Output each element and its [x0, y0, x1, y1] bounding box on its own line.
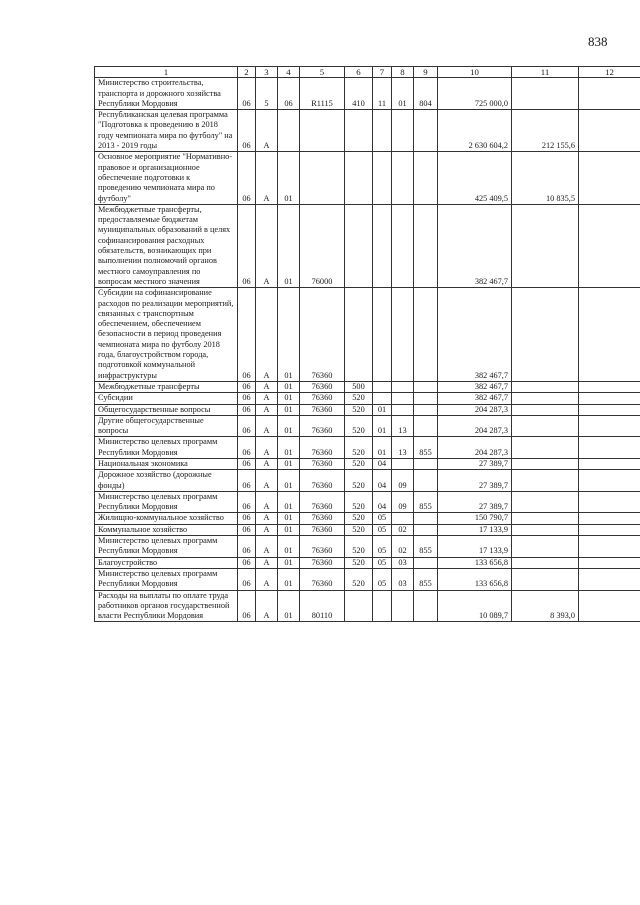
row-cell-col-4: 01: [278, 415, 300, 437]
row-cell-col-8: [392, 393, 414, 404]
row-cell-col-3: А: [256, 568, 278, 590]
row-cell-col-10: 725 000,0: [438, 78, 512, 110]
row-cell-col-11: [512, 524, 579, 535]
row-cell-col-3: А: [256, 393, 278, 404]
row-name-cell: Другие общегосударственные вопросы: [95, 415, 238, 437]
row-cell-col-7: 04: [373, 491, 392, 513]
column-header: 5: [300, 67, 345, 78]
row-cell-col-10: 133 656,8: [438, 557, 512, 568]
row-cell-col-7: 01: [373, 415, 392, 437]
row-cell-col-11: [512, 470, 579, 492]
row-cell-col-5: [300, 110, 345, 152]
row-cell-col-3: А: [256, 524, 278, 535]
table-row: [95, 415, 640, 437]
row-cell-col-9: [414, 381, 438, 392]
column-header: 8: [392, 67, 414, 78]
row-cell-col-9: [414, 404, 438, 415]
row-cell-col-7: 11: [373, 78, 392, 110]
row-cell-col-9: 855: [414, 437, 438, 459]
row-cell-col-5: 76360: [300, 415, 345, 437]
row-cell-col-8: 03: [392, 568, 414, 590]
row-cell-col-6: 520: [345, 524, 373, 535]
row-name-cell: Жилищно-коммунальное хозяйство: [95, 513, 238, 524]
column-header: 2: [238, 67, 256, 78]
row-cell-col-3: А: [256, 204, 278, 287]
row-cell-col-3: А: [256, 437, 278, 459]
row-cell-col-3: 5: [256, 78, 278, 110]
row-cell-col-10: 382 467,7: [438, 288, 512, 382]
row-cell-col-6: 520: [345, 491, 373, 513]
row-cell-col-3: А: [256, 491, 278, 513]
table-row: [95, 536, 640, 558]
row-cell-col-12: [579, 393, 640, 404]
row-cell-col-4: 01: [278, 590, 300, 622]
row-cell-col-4: 01: [278, 288, 300, 382]
row-cell-col-6: [345, 590, 373, 622]
row-cell-col-9: [414, 288, 438, 382]
row-cell-col-6: 520: [345, 393, 373, 404]
row-cell-col-5: 76000: [300, 204, 345, 287]
row-cell-col-6: [345, 288, 373, 382]
row-cell-col-6: 520: [345, 557, 373, 568]
row-cell-col-12: [579, 404, 640, 415]
row-cell-col-3: А: [256, 513, 278, 524]
row-cell-col-9: [414, 458, 438, 469]
column-header: 3: [256, 67, 278, 78]
row-cell-col-5: 76360: [300, 458, 345, 469]
row-cell-col-7: [373, 590, 392, 622]
table-row: [95, 557, 640, 568]
row-cell-col-5: [300, 152, 345, 204]
row-cell-col-8: 13: [392, 415, 414, 437]
row-name-cell: Коммунальное хозяйство: [95, 524, 238, 535]
row-cell-col-6: 520: [345, 404, 373, 415]
row-cell-col-12: [579, 590, 640, 622]
row-cell-col-8: [392, 152, 414, 204]
row-cell-col-8: [392, 404, 414, 415]
row-cell-col-4: 01: [278, 568, 300, 590]
row-cell-col-4: 01: [278, 393, 300, 404]
row-cell-col-5: 76360: [300, 524, 345, 535]
row-cell-col-7: 05: [373, 524, 392, 535]
table-row: [95, 491, 640, 513]
row-name-cell: Общегосударственные вопросы: [95, 404, 238, 415]
row-cell-col-6: [345, 110, 373, 152]
row-cell-col-8: [392, 381, 414, 392]
row-cell-col-7: 05: [373, 513, 392, 524]
column-header: 7: [373, 67, 392, 78]
row-cell-col-5: 76360: [300, 381, 345, 392]
table-row: [95, 568, 640, 590]
row-cell-col-9: 855: [414, 568, 438, 590]
row-cell-col-5: 76360: [300, 536, 345, 558]
row-cell-col-5: 76360: [300, 491, 345, 513]
row-cell-col-5: 76360: [300, 404, 345, 415]
row-cell-col-10: 382 467,7: [438, 393, 512, 404]
row-cell-col-12: [579, 381, 640, 392]
row-cell-col-6: 520: [345, 536, 373, 558]
table-row: [95, 393, 640, 404]
row-cell-col-8: 09: [392, 491, 414, 513]
row-cell-col-2: 06: [238, 152, 256, 204]
row-cell-col-11: [512, 437, 579, 459]
row-cell-col-3: А: [256, 590, 278, 622]
row-cell-col-8: 01: [392, 78, 414, 110]
row-cell-col-8: 02: [392, 536, 414, 558]
row-cell-col-9: [414, 513, 438, 524]
table-header-row: [95, 67, 640, 78]
row-cell-col-7: [373, 152, 392, 204]
row-cell-col-3: А: [256, 381, 278, 392]
row-cell-col-2: 06: [238, 524, 256, 535]
row-cell-col-6: [345, 204, 373, 287]
row-cell-col-5: 76360: [300, 288, 345, 382]
row-cell-col-9: [414, 415, 438, 437]
table-row: [95, 152, 640, 204]
row-name-cell: Расходы на выплаты по оплате труда работников органов государственной власти Республики Мордовия: [95, 590, 238, 622]
row-cell-col-6: 500: [345, 381, 373, 392]
row-cell-col-11: [512, 557, 579, 568]
row-cell-col-12: [579, 524, 640, 535]
row-cell-col-2: 06: [238, 590, 256, 622]
row-cell-col-9: [414, 470, 438, 492]
row-name-cell: Дорожное хозяйство (дорожные фонды): [95, 470, 238, 492]
row-cell-col-6: 520: [345, 470, 373, 492]
row-cell-col-6: 520: [345, 458, 373, 469]
row-cell-col-11: [512, 204, 579, 287]
table-row: [95, 470, 640, 492]
row-cell-col-11: [512, 78, 579, 110]
row-cell-col-2: 06: [238, 536, 256, 558]
row-cell-col-2: 06: [238, 491, 256, 513]
row-cell-col-10: 2 630 604,2: [438, 110, 512, 152]
column-header: 11: [512, 67, 579, 78]
row-cell-col-5: 80110: [300, 590, 345, 622]
row-cell-col-2: 06: [238, 415, 256, 437]
row-name-cell: Основное мероприятие "Нормативно-правовое и организационное обеспечение подготовки к проведению чемпионата мира по футболу": [95, 152, 238, 204]
row-cell-col-4: 01: [278, 152, 300, 204]
table-row: [95, 458, 640, 469]
row-name-cell: Межбюджетные трансферты, предоставляемые бюджетам муниципальных образований в целях софинансирования расходных обязательств, возникающих при выполнении полномочий органов местного самоуправления по вопросам местного значения: [95, 204, 238, 287]
row-cell-col-8: 02: [392, 524, 414, 535]
row-cell-col-11: 212 155,6: [512, 110, 579, 152]
row-name-cell: Министерство целевых программ Республики Мордовия: [95, 491, 238, 513]
row-cell-col-2: 06: [238, 437, 256, 459]
row-cell-col-3: А: [256, 288, 278, 382]
row-cell-col-10: 204 287,3: [438, 437, 512, 459]
row-cell-col-10: 17 133,9: [438, 524, 512, 535]
row-cell-col-4: 01: [278, 458, 300, 469]
row-cell-col-2: 06: [238, 404, 256, 415]
row-cell-col-10: 150 790,7: [438, 513, 512, 524]
row-cell-col-9: [414, 590, 438, 622]
table-row: [95, 78, 640, 110]
row-cell-col-8: [392, 458, 414, 469]
row-cell-col-3: А: [256, 152, 278, 204]
row-cell-col-6: [345, 152, 373, 204]
table-row: [95, 204, 640, 287]
column-header: 10: [438, 67, 512, 78]
row-cell-col-2: 06: [238, 470, 256, 492]
row-cell-col-10: 425 409,5: [438, 152, 512, 204]
column-header: 9: [414, 67, 438, 78]
row-cell-col-12: [579, 204, 640, 287]
row-cell-col-6: 410: [345, 78, 373, 110]
row-cell-col-4: 01: [278, 404, 300, 415]
row-cell-col-2: 06: [238, 78, 256, 110]
row-cell-col-12: [579, 110, 640, 152]
column-header: 12: [579, 67, 640, 78]
row-cell-col-2: 06: [238, 568, 256, 590]
row-cell-col-11: [512, 491, 579, 513]
table-row: [95, 590, 640, 622]
row-cell-col-10: 204 287,3: [438, 404, 512, 415]
row-cell-col-4: 01: [278, 536, 300, 558]
row-cell-col-2: 06: [238, 557, 256, 568]
row-cell-col-4: 01: [278, 204, 300, 287]
table-row: [95, 381, 640, 392]
row-cell-col-10: 27 389,7: [438, 458, 512, 469]
row-cell-col-8: 13: [392, 437, 414, 459]
row-cell-col-10: 27 389,7: [438, 470, 512, 492]
row-cell-col-5: 76360: [300, 513, 345, 524]
row-cell-col-3: А: [256, 458, 278, 469]
row-cell-col-4: 01: [278, 437, 300, 459]
table-row: [95, 524, 640, 535]
row-cell-col-8: [392, 288, 414, 382]
row-cell-col-9: [414, 152, 438, 204]
row-cell-col-4: 06: [278, 78, 300, 110]
column-header: 1: [95, 67, 238, 78]
row-cell-col-7: 05: [373, 557, 392, 568]
row-cell-col-11: [512, 458, 579, 469]
row-name-cell: Межбюджетные трансферты: [95, 381, 238, 392]
row-cell-col-11: [512, 404, 579, 415]
row-cell-col-11: [512, 288, 579, 382]
row-cell-col-8: [392, 204, 414, 287]
row-cell-col-9: [414, 204, 438, 287]
row-cell-col-8: [392, 110, 414, 152]
row-cell-col-10: 133 656,8: [438, 568, 512, 590]
row-cell-col-2: 06: [238, 513, 256, 524]
row-name-cell: Министерство целевых программ Республики Мордовия: [95, 437, 238, 459]
row-cell-col-10: 382 467,7: [438, 204, 512, 287]
row-cell-col-2: 06: [238, 393, 256, 404]
row-cell-col-8: 09: [392, 470, 414, 492]
row-cell-col-12: [579, 458, 640, 469]
row-cell-col-2: 06: [238, 110, 256, 152]
row-cell-col-10: 10 089,7: [438, 590, 512, 622]
row-cell-col-12: [579, 78, 640, 110]
row-cell-col-9: [414, 110, 438, 152]
row-cell-col-7: 04: [373, 458, 392, 469]
row-cell-col-12: [579, 536, 640, 558]
row-cell-col-12: [579, 491, 640, 513]
table-row: [95, 288, 640, 382]
row-cell-col-11: 8 393,0: [512, 590, 579, 622]
table-row: [95, 513, 640, 524]
row-cell-col-5: 76360: [300, 393, 345, 404]
row-cell-col-5: 76360: [300, 557, 345, 568]
row-name-cell: Субсидии: [95, 393, 238, 404]
row-cell-col-11: [512, 513, 579, 524]
table-row: [95, 437, 640, 459]
row-name-cell: Министерство строительства, транспорта и дорожного хозяйства Республики Мордовия: [95, 78, 238, 110]
row-cell-col-9: 804: [414, 78, 438, 110]
row-cell-col-3: А: [256, 470, 278, 492]
row-cell-col-6: 520: [345, 513, 373, 524]
row-cell-col-3: А: [256, 557, 278, 568]
row-cell-col-12: [579, 557, 640, 568]
row-cell-col-5: R1115: [300, 78, 345, 110]
row-cell-col-10: 27 389,7: [438, 491, 512, 513]
row-cell-col-7: [373, 110, 392, 152]
row-cell-col-8: [392, 590, 414, 622]
row-name-cell: Министерство целевых программ Республики Мордовия: [95, 536, 238, 558]
row-cell-col-3: А: [256, 404, 278, 415]
row-cell-col-7: 05: [373, 536, 392, 558]
row-cell-col-4: 01: [278, 381, 300, 392]
row-cell-col-7: [373, 393, 392, 404]
row-cell-col-9: [414, 393, 438, 404]
row-cell-col-6: 520: [345, 437, 373, 459]
column-header: 6: [345, 67, 373, 78]
row-cell-col-9: [414, 557, 438, 568]
row-cell-col-12: [579, 288, 640, 382]
column-header: 4: [278, 67, 300, 78]
row-cell-col-12: [579, 470, 640, 492]
row-cell-col-11: [512, 536, 579, 558]
row-cell-col-11: [512, 568, 579, 590]
row-cell-col-5: 76360: [300, 470, 345, 492]
row-cell-col-2: 06: [238, 381, 256, 392]
row-cell-col-2: 06: [238, 458, 256, 469]
row-cell-col-12: [579, 513, 640, 524]
row-cell-col-7: 05: [373, 568, 392, 590]
table-row: [95, 404, 640, 415]
row-cell-col-7: [373, 381, 392, 392]
row-cell-col-12: [579, 152, 640, 204]
row-name-cell: Национальная экономика: [95, 458, 238, 469]
row-cell-col-4: 01: [278, 557, 300, 568]
row-cell-col-11: [512, 415, 579, 437]
row-cell-col-9: [414, 524, 438, 535]
row-cell-col-7: 04: [373, 470, 392, 492]
row-cell-col-7: [373, 204, 392, 287]
row-cell-col-7: 01: [373, 437, 392, 459]
row-cell-col-6: 520: [345, 415, 373, 437]
row-cell-col-12: [579, 415, 640, 437]
row-cell-col-9: 855: [414, 536, 438, 558]
budget-table: [94, 66, 640, 622]
row-cell-col-5: 76360: [300, 568, 345, 590]
row-cell-col-11: [512, 393, 579, 404]
row-name-cell: Министерство целевых программ Республики Мордовия: [95, 568, 238, 590]
row-cell-col-4: 01: [278, 513, 300, 524]
row-cell-col-7: [373, 288, 392, 382]
row-cell-col-8: 03: [392, 557, 414, 568]
row-cell-col-10: 204 287,3: [438, 415, 512, 437]
row-name-cell: Субсидии на софинансирование расходов по реализации мероприятий, связанных с транспортным обеспечением, обеспечением безопасности в период проведения чемпионата мира по футболу 2018 года, благоустройством города, подготовкой коммунальной инфраструктуры: [95, 288, 238, 382]
row-cell-col-10: 17 133,9: [438, 536, 512, 558]
row-cell-col-12: [579, 437, 640, 459]
row-cell-col-4: 01: [278, 491, 300, 513]
row-cell-col-2: 06: [238, 204, 256, 287]
row-cell-col-9: 855: [414, 491, 438, 513]
row-cell-col-7: 01: [373, 404, 392, 415]
row-cell-col-6: 520: [345, 568, 373, 590]
row-name-cell: Республиканская целевая программа "Подготовка к проведению в 2018 году чемпионата мира по футболу" на 2013 - 2019 годы: [95, 110, 238, 152]
row-name-cell: Благоустройство: [95, 557, 238, 568]
row-cell-col-3: А: [256, 415, 278, 437]
row-cell-col-8: [392, 513, 414, 524]
row-cell-col-11: [512, 381, 579, 392]
row-cell-col-2: 06: [238, 288, 256, 382]
table-row: [95, 110, 640, 152]
row-cell-col-4: 01: [278, 470, 300, 492]
row-cell-col-4: [278, 110, 300, 152]
row-cell-col-12: [579, 568, 640, 590]
row-cell-col-4: 01: [278, 524, 300, 535]
page-number: 838: [588, 34, 608, 49]
row-cell-col-3: А: [256, 110, 278, 152]
row-cell-col-10: 382 467,7: [438, 381, 512, 392]
row-cell-col-5: 76360: [300, 437, 345, 459]
row-cell-col-11: 10 835,5: [512, 152, 579, 204]
row-cell-col-3: А: [256, 536, 278, 558]
